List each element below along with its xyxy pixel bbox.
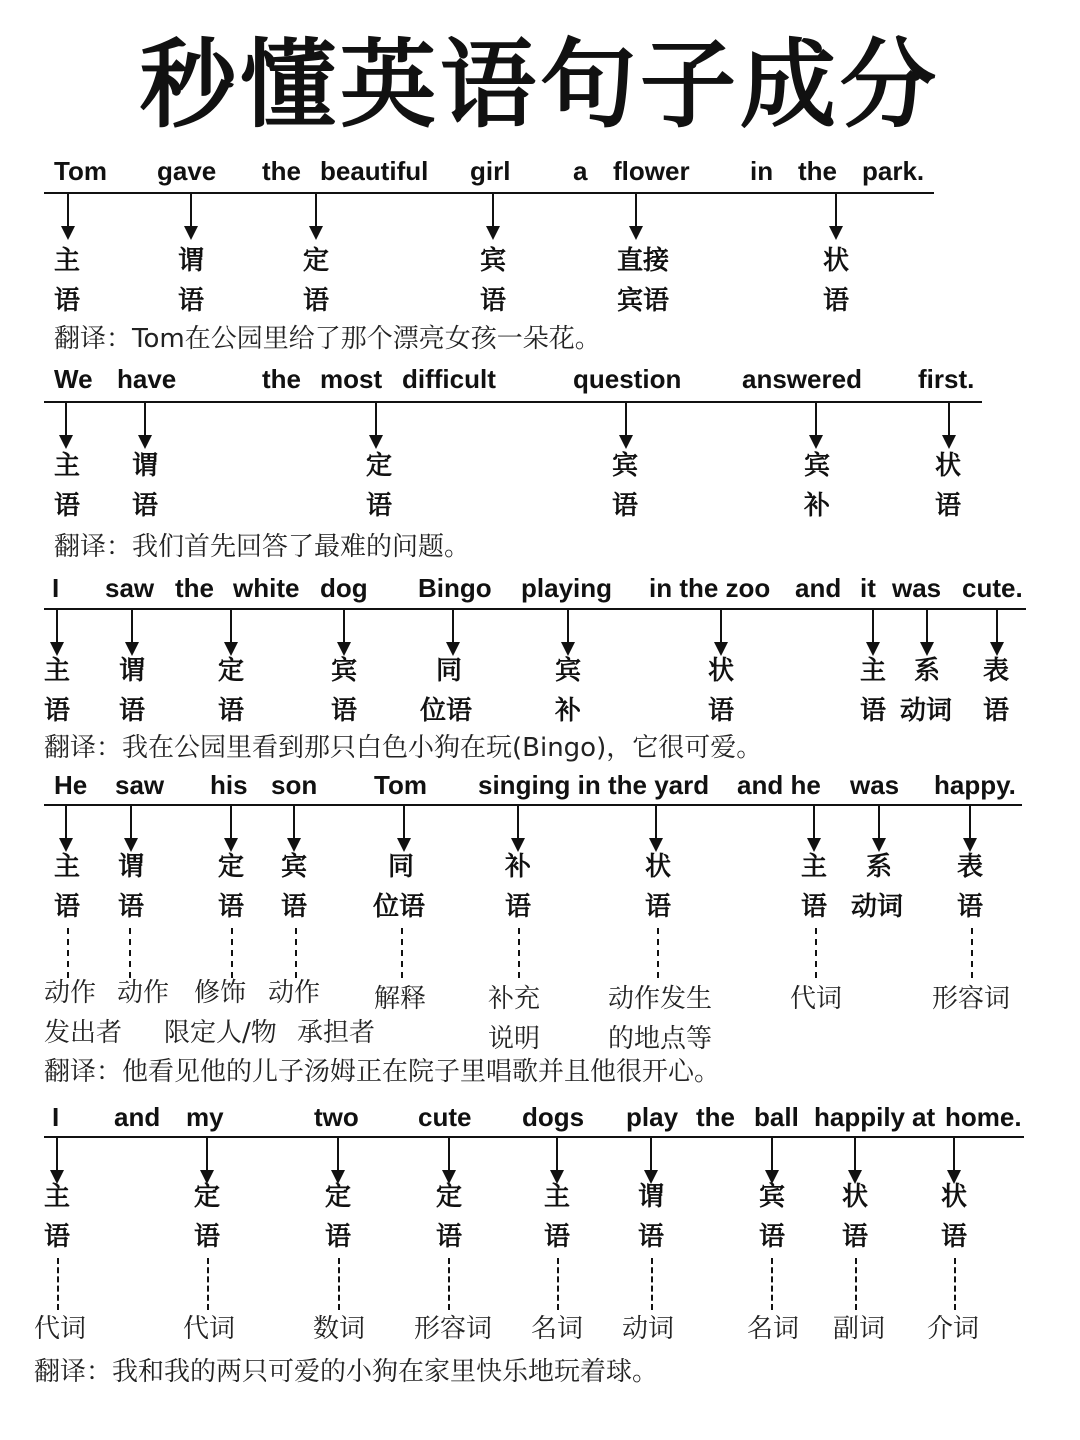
role-label: 语 [941,1222,968,1252]
arrow-down [854,1138,856,1182]
word: dogs [522,1102,585,1132]
arrow-down [56,610,58,654]
arrow-down [948,403,950,447]
role-label: 谓 [118,852,145,882]
word: my [186,1102,224,1132]
role-label: 语 [119,696,146,726]
role-label: 语 [303,286,330,316]
role-label: 主 [54,246,81,276]
translation-text: 翻译：Tom在公园里给了那个漂亮女孩一朵花。 [54,324,601,354]
role-label: 语 [366,491,393,521]
explanation-text: 动词 [622,1314,675,1344]
word: happy. [934,770,1016,800]
role-label: 状 [708,656,735,686]
role-label: 主 [54,852,81,882]
word: in [750,156,774,186]
role-label: 语 [823,286,850,316]
word: play [626,1102,679,1132]
word: the [262,156,301,186]
dashed-connector [338,1258,340,1310]
role-label: 系 [914,656,941,686]
dashed-connector [557,1258,559,1310]
word: a [573,156,588,186]
role-label: 状 [935,451,962,481]
role-label: 状 [645,852,672,882]
word: saw [105,573,155,603]
role-label: 语 [118,892,145,922]
role-label: 谓 [119,656,146,686]
explanation-text: 形容词 [414,1314,493,1344]
arrow-down [655,806,657,850]
role-label: 语 [436,1222,463,1252]
arrow-down [969,806,971,850]
arrow-down [953,1138,955,1182]
role-label: 语 [54,892,81,922]
role-label: 宾语 [617,286,670,316]
role-label: 语 [325,1222,352,1252]
role-label: 语 [842,1222,869,1252]
arrow-down [996,610,998,654]
arrow-down [635,194,637,238]
word: most [320,364,383,394]
word: his [210,770,248,800]
arrow-down [315,194,317,238]
dashed-connector [129,928,131,978]
arrow-down [67,194,69,238]
role-label: 语 [801,892,828,922]
role-label: 谓 [132,451,159,481]
role-label: 位语 [420,696,473,726]
explanation-text: 承担者 [297,1018,376,1048]
arrow-down [130,806,132,850]
role-label: 语 [54,286,81,316]
role-label: 语 [645,892,672,922]
dashed-connector [651,1258,653,1310]
arrow-down [65,403,67,447]
role-label: 宾 [331,656,358,686]
dashed-connector [295,928,297,978]
role-label: 表 [957,852,984,882]
dashed-connector [855,1258,857,1310]
role-label: 语 [44,696,71,726]
role-label: 动词 [900,696,953,726]
role-label: 语 [480,286,507,316]
word: cute [418,1102,472,1132]
role-label: 谓 [178,246,205,276]
arrow-down [230,610,232,654]
role-label: 主 [44,656,71,686]
sentence-underline [44,401,982,403]
word: answered [742,364,862,394]
role-label: 状 [823,246,850,276]
role-label: 语 [331,696,358,726]
page-title: 秒懂英语句子成分 [140,29,940,141]
explanation-text: 修饰 [194,978,247,1008]
role-label: 语 [54,491,81,521]
role-label: 补 [555,696,582,726]
role-label: 语 [178,286,205,316]
word: I [52,1102,60,1132]
word: white [233,573,300,603]
word: ball [754,1102,799,1132]
arrow-down [343,610,345,654]
dashed-connector [815,928,817,978]
dashed-connector [771,1258,773,1310]
explanation-text: 补充 [488,984,541,1014]
arrow-down [813,806,815,850]
arrow-down [492,194,494,238]
role-label: 动词 [851,892,904,922]
word: difficult [402,364,496,394]
explanation-text: 介词 [927,1314,980,1344]
dashed-connector [231,928,233,978]
word: We [54,364,93,394]
arrow-down [517,806,519,850]
dashed-connector [954,1258,956,1310]
dashed-connector [401,928,403,978]
word: the [798,156,837,186]
arrow-down [448,1138,450,1182]
role-label: 系 [866,852,893,882]
role-label: 语 [759,1222,786,1252]
arrow-down [835,194,837,238]
role-label: 语 [860,696,887,726]
role-label: 位语 [373,892,426,922]
arrow-down [131,610,133,654]
translation-text: 翻译：我和我的两只可爱的小狗在家里快乐地玩着球。 [34,1357,659,1387]
role-label: 宾 [281,852,308,882]
role-label: 语 [935,491,962,521]
explanation-text: 形容词 [932,984,1011,1014]
role-label: 直接 [617,246,670,276]
role-label: 语 [983,696,1010,726]
role-label: 宾 [612,451,639,481]
arrow-down [815,403,817,447]
role-label: 同 [388,852,415,882]
word: was [850,770,900,800]
arrow-down [926,610,928,654]
arrow-down [56,1138,58,1182]
explanation-text: 代词 [183,1314,236,1344]
arrow-down [206,1138,208,1182]
arrow-down [337,1138,339,1182]
explanation-text: 限定人/物 [164,1018,277,1048]
arrow-down [650,1138,652,1182]
word: son [271,770,318,800]
translation-text: 翻译：他看见他的儿子汤姆正在院子里唱歌并且他很开心。 [44,1057,721,1087]
role-label: 语 [132,491,159,521]
role-label: 语 [957,892,984,922]
role-label: 语 [218,892,245,922]
arrow-down [556,1138,558,1182]
word: the [175,573,214,603]
word: was [892,573,942,603]
sentence-underline [44,608,1026,610]
role-label: 谓 [638,1182,665,1212]
word: happily [814,1102,906,1132]
word: first. [918,364,975,394]
role-label: 主 [544,1182,571,1212]
word: park. [862,156,925,186]
word: the [262,364,301,394]
arrow-down [144,403,146,447]
arrow-down [872,610,874,654]
dashed-connector [57,1258,59,1310]
word: girl [470,156,511,186]
word: and [795,573,842,603]
explanation-text: 代词 [790,984,843,1014]
role-label: 补 [505,852,532,882]
role-label: 状 [941,1182,968,1212]
dashed-connector [207,1258,209,1310]
role-label: 语 [194,1222,221,1252]
role-label: 定 [218,852,245,882]
word: I [52,573,60,603]
role-label: 定 [436,1182,463,1212]
word: and he [737,770,821,800]
translation-text: 翻译：我在公园里看到那只白色小狗在玩(Bingo)，它很可爱。 [44,733,763,763]
explanation-text: 动作发生 [608,984,713,1014]
role-label: 宾 [804,451,831,481]
explanation-text: 动作 [268,978,321,1008]
role-label: 定 [194,1182,221,1212]
dashed-connector [448,1258,450,1310]
word: cute. [962,573,1023,603]
explanation-text: 名词 [531,1314,584,1344]
explanation-text: 说明 [488,1024,541,1054]
explanation-text: 代词 [34,1314,87,1344]
arrow-down [230,806,232,850]
dashed-connector [67,928,69,978]
role-label: 定 [366,451,393,481]
word: dog [320,573,368,603]
word: playing [521,573,613,603]
word: gave [157,156,217,186]
role-label: 语 [708,696,735,726]
role-label: 语 [218,696,245,726]
role-label: 定 [303,246,330,276]
arrow-down [452,610,454,654]
word: have [117,364,177,394]
role-label: 宾 [480,246,507,276]
sentence-underline [44,804,1022,806]
dashed-connector [657,928,659,978]
word: home. [945,1102,1022,1132]
word: Tom [54,156,107,186]
role-label: 语 [612,491,639,521]
word: in the zoo [649,573,771,603]
explanation-text: 动作 [44,978,97,1008]
explanation-text: 发出者 [44,1018,123,1048]
role-label: 表 [983,656,1010,686]
role-label: 主 [54,451,81,481]
dashed-connector [971,928,973,978]
sentence-underline [44,1136,1024,1138]
explanation-text: 名词 [747,1314,800,1344]
word: singing in the yard [478,770,710,800]
word: two [314,1102,359,1132]
word: and [114,1102,161,1132]
arrow-down [720,610,722,654]
arrow-down [375,403,377,447]
role-label: 补 [804,491,831,521]
explanation-text: 动作 [117,978,170,1008]
arrow-down [771,1138,773,1182]
word: it [860,573,876,603]
word: saw [115,770,165,800]
translation-text: 翻译：我们首先回答了最难的问题。 [54,532,471,562]
sentence-underline [44,192,934,194]
role-label: 主 [801,852,828,882]
explanation-text: 解释 [374,984,427,1014]
word: at [912,1102,936,1132]
arrow-down [65,806,67,850]
explanation-text: 数词 [313,1314,366,1344]
role-label: 语 [281,892,308,922]
role-label: 语 [638,1222,665,1252]
role-label: 宾 [759,1182,786,1212]
arrow-down [567,610,569,654]
word: question [573,364,682,394]
arrow-down [878,806,880,850]
word: beautiful [320,156,429,186]
role-label: 语 [505,892,532,922]
arrow-down [625,403,627,447]
word: the [696,1102,735,1132]
explanation-text: 副词 [833,1314,886,1344]
role-label: 状 [842,1182,869,1212]
role-label: 语 [44,1222,71,1252]
arrow-down [403,806,405,850]
role-label: 主 [44,1182,71,1212]
word: Tom [374,770,427,800]
explanation-text: 的地点等 [608,1024,713,1054]
role-label: 主 [860,656,887,686]
arrow-down [293,806,295,850]
word: He [54,770,88,800]
dashed-connector [518,928,520,978]
word: Bingo [418,573,492,603]
role-label: 语 [544,1222,571,1252]
arrow-down [190,194,192,238]
word: flower [613,156,690,186]
role-label: 定 [218,656,245,686]
role-label: 宾 [555,656,582,686]
role-label: 同 [436,656,463,686]
role-label: 定 [325,1182,352,1212]
